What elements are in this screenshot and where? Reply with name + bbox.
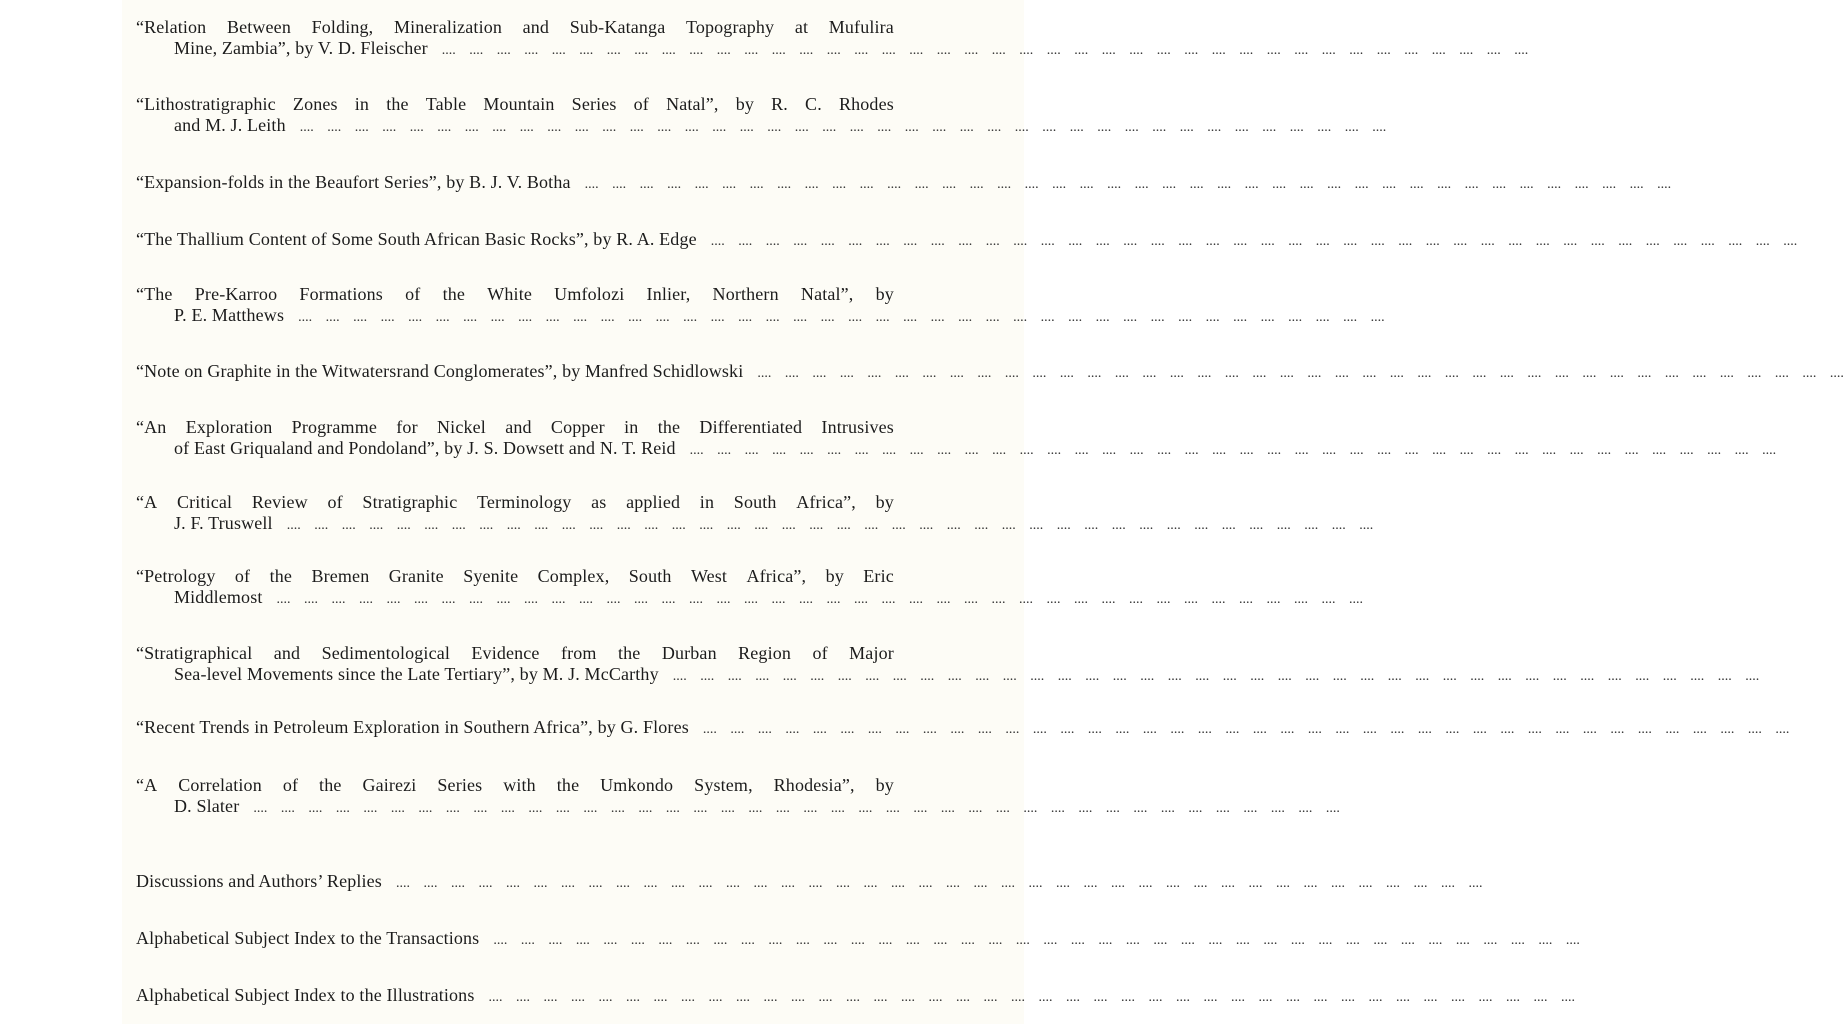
- entry-title-line: Alphabetical Subject Index to the Transactions .... .... .... .... .... .... .... .... .... .... .... .... .... .... .... .... .... .... .... .... .... .... .... .... .... .... .... .... .... .... .... .... .... .... .... .... .... .... .... ....: [136, 928, 894, 949]
- entry-title-line: “Relation Between Folding, Mineralization and Sub-Katanga Topography at Mufulira: [136, 17, 894, 37]
- dot-leader: .... .... .... .... .... .... .... .... .... .... .... .... .... .... .... .... .... .... .... .... .... .... .... .... .... .... .... .... .... .... .... .... .... .... .... .... .... .... .... ....: [689, 443, 1777, 458]
- entry-title-line: “A Critical Review of Stratigraphic Terminology as applied in South Africa”, by: [136, 492, 894, 512]
- dot-leader: .... .... .... .... .... .... .... .... .... .... .... .... .... .... .... .... .... .... .... .... .... .... .... .... .... .... .... .... .... .... .... .... .... .... .... .... .... .... .... ....: [395, 876, 1483, 891]
- toc-entry: [136, 17, 1529, 59]
- dot-leader: .... .... .... .... .... .... .... .... .... .... .... .... .... .... .... .... .... .... .... .... .... .... .... .... .... .... .... .... .... .... .... .... .... .... .... .... .... .... .... ....: [299, 120, 1387, 135]
- toc-entry: [136, 492, 1374, 534]
- entry-title-line: “Stratigraphical and Sedimentological Evidence from the Durban Region of Major: [136, 643, 894, 663]
- entry-continuation-line: Mine, Zambia”, by V. D. Fleischer .... .... .... .... .... .... .... .... .... .... .... .... .... .... .... .... .... .... .... .... .... .... .... .... .... .... .... .... .... .... .... .... .... .... .... .... .... .... .... ....: [136, 38, 894, 59]
- dot-leader: .... .... .... .... .... .... .... .... .... .... .... .... .... .... .... .... .... .... .... .... .... .... .... .... .... .... .... .... .... .... .... .... .... .... .... .... .... .... .... ....: [253, 801, 1340, 816]
- dot-leader: .... .... .... .... .... .... .... .... .... .... .... .... .... .... .... .... .... .... .... .... .... .... .... .... .... .... .... .... .... .... .... .... .... .... .... .... .... .... .... ....: [441, 43, 1529, 58]
- entry-title-line: “The Thallium Content of Some South African Basic Rocks”, by R. A. Edge .... .... .... .... .... .... .... .... .... .... .... .... .... .... .... .... .... .... .... .... .... .... .... .... .... .... .... .... .... .... .... .... .... .... .... .... .... .... .... ....: [136, 229, 894, 250]
- entry-continuation-line: P. E. Matthews .... .... .... .... .... .... .... .... .... .... .... .... .... .... .... .... .... .... .... .... .... .... .... .... .... .... .... .... .... .... .... .... .... .... .... .... .... .... .... ....: [136, 305, 894, 326]
- toc-entry: [136, 172, 1672, 193]
- toc-entry: [136, 871, 1483, 892]
- toc-entry: [136, 775, 1340, 817]
- entry-title-line: “Recent Trends in Petroleum Exploration in Southern Africa”, by G. Flores .... .... .... .... .... .... .... .... .... .... .... .... .... .... .... .... .... .... .... .... .... .... .... .... .... .... .... .... .... .... .... .... .... .... .... .... .... .... .... ....: [136, 717, 894, 738]
- dot-leader: .... .... .... .... .... .... .... .... .... .... .... .... .... .... .... .... .... .... .... .... .... .... .... .... .... .... .... .... .... .... .... .... .... .... .... .... .... .... .... ....: [702, 722, 1790, 737]
- dot-leader: .... .... .... .... .... .... .... .... .... .... .... .... .... .... .... .... .... .... .... .... .... .... .... .... .... .... .... .... .... .... .... .... .... .... .... .... .... .... .... ....: [584, 177, 1672, 192]
- toc-entry: [136, 717, 1790, 738]
- entry-continuation-line: of East Griqualand and Pondoland”, by J. S. Dowsett and N. T. Reid .... .... .... .... .... .... .... .... .... .... .... .... .... .... .... .... .... .... .... .... .... .... .... .... .... .... .... .... .... .... .... .... .... .... .... .... .... .... .... ....: [136, 438, 894, 459]
- entry-continuation-line: Sea-level Movements since the Late Tertiary”, by M. J. McCarthy .... .... .... .... .... .... .... .... .... .... .... .... .... .... .... .... .... .... .... .... .... .... .... .... .... .... .... .... .... .... .... .... .... .... .... .... .... .... .... ....: [136, 664, 894, 685]
- dot-leader: .... .... .... .... .... .... .... .... .... .... .... .... .... .... .... .... .... .... .... .... .... .... .... .... .... .... .... .... .... .... .... .... .... .... .... .... .... .... .... ....: [710, 234, 1798, 249]
- entry-title-line: “A Correlation of the Gairezi Series with the Umkondo System, Rhodesia”, by: [136, 775, 894, 795]
- entry-title-line: “Note on Graphite in the Witwatersrand Conglomerates”, by Manfred Schidlowski .... .... .... .... .... .... .... .... .... .... .... .... .... .... .... .... .... .... .... .... .... .... .... .... .... .... .... .... .... .... .... .... .... .... .... .... .... .... .... ....: [136, 361, 894, 382]
- entry-continuation-line: J. F. Truswell .... .... .... .... .... .... .... .... .... .... .... .... .... .... .... .... .... .... .... .... .... .... .... .... .... .... .... .... .... .... .... .... .... .... .... .... .... .... .... ....: [136, 513, 894, 534]
- entry-title-line: Discussions and Authors’ Replies .... .... .... .... .... .... .... .... .... .... .... .... .... .... .... .... .... .... .... .... .... .... .... .... .... .... .... .... .... .... .... .... .... .... .... .... .... .... .... ....: [136, 871, 894, 892]
- entry-title-line: Alphabetical Subject Index to the Illustrations .... .... .... .... .... .... .... .... .... .... .... .... .... .... .... .... .... .... .... .... .... .... .... .... .... .... .... .... .... .... .... .... .... .... .... .... .... .... .... ....: [136, 985, 894, 1006]
- dot-leader: .... .... .... .... .... .... .... .... .... .... .... .... .... .... .... .... .... .... .... .... .... .... .... .... .... .... .... .... .... .... .... .... .... .... .... .... .... .... .... ....: [672, 669, 1760, 684]
- contents-page: [122, 0, 1844, 1024]
- toc-entry: [136, 361, 1844, 382]
- toc-entry: [136, 417, 1777, 459]
- dot-leader: .... .... .... .... .... .... .... .... .... .... .... .... .... .... .... .... .... .... .... .... .... .... .... .... .... .... .... .... .... .... .... .... .... .... .... .... .... .... .... ....: [298, 310, 1385, 325]
- dot-leader: .... .... .... .... .... .... .... .... .... .... .... .... .... .... .... .... .... .... .... .... .... .... .... .... .... .... .... .... .... .... .... .... .... .... .... .... .... .... .... ....: [493, 933, 1580, 948]
- entry-title-line: “Petrology of the Bremen Granite Syenite Complex, South West Africa”, by Eric: [136, 566, 894, 586]
- entry-continuation-line: and M. J. Leith .... .... .... .... .... .... .... .... .... .... .... .... .... .... .... .... .... .... .... .... .... .... .... .... .... .... .... .... .... .... .... .... .... .... .... .... .... .... .... ....: [136, 115, 894, 136]
- entry-title-line: “Lithostratigraphic Zones in the Table Mountain Series of Natal”, by R. C. Rhodes: [136, 94, 894, 114]
- entry-title-line: “Expansion-folds in the Beaufort Series”, by B. J. V. Botha .... .... .... .... .... .... .... .... .... .... .... .... .... .... .... .... .... .... .... .... .... .... .... .... .... .... .... .... .... .... .... .... .... .... .... .... .... .... .... ....: [136, 172, 894, 193]
- entry-continuation-line: D. Slater .... .... .... .... .... .... .... .... .... .... .... .... .... .... .... .... .... .... .... .... .... .... .... .... .... .... .... .... .... .... .... .... .... .... .... .... .... .... .... ....: [136, 796, 894, 817]
- entry-continuation-line: Middlemost .... .... .... .... .... .... .... .... .... .... .... .... .... .... .... .... .... .... .... .... .... .... .... .... .... .... .... .... .... .... .... .... .... .... .... .... .... .... .... ....: [136, 587, 894, 608]
- toc-entry: [136, 566, 1364, 608]
- dot-leader: .... .... .... .... .... .... .... .... .... .... .... .... .... .... .... .... .... .... .... .... .... .... .... .... .... .... .... .... .... .... .... .... .... .... .... .... .... .... .... ....: [757, 366, 1844, 381]
- dot-leader: .... .... .... .... .... .... .... .... .... .... .... .... .... .... .... .... .... .... .... .... .... .... .... .... .... .... .... .... .... .... .... .... .... .... .... .... .... .... .... ....: [286, 518, 1374, 533]
- toc-entry: [136, 284, 1385, 326]
- toc-entry: [136, 985, 1575, 1006]
- toc-entry: [136, 229, 1798, 250]
- entry-title-line: “An Exploration Programme for Nickel and Copper in the Differentiated Intrusives: [136, 417, 894, 437]
- dot-leader: .... .... .... .... .... .... .... .... .... .... .... .... .... .... .... .... .... .... .... .... .... .... .... .... .... .... .... .... .... .... .... .... .... .... .... .... .... .... .... ....: [488, 990, 1575, 1005]
- toc-entry: [136, 928, 1580, 949]
- dot-leader: .... .... .... .... .... .... .... .... .... .... .... .... .... .... .... .... .... .... .... .... .... .... .... .... .... .... .... .... .... .... .... .... .... .... .... .... .... .... .... ....: [276, 592, 1364, 607]
- toc-entry: [136, 94, 1387, 136]
- entry-title-line: “The Pre-Karroo Formations of the White Umfolozi Inlier, Northern Natal”, by: [136, 284, 894, 304]
- toc-entry: [136, 643, 1760, 685]
